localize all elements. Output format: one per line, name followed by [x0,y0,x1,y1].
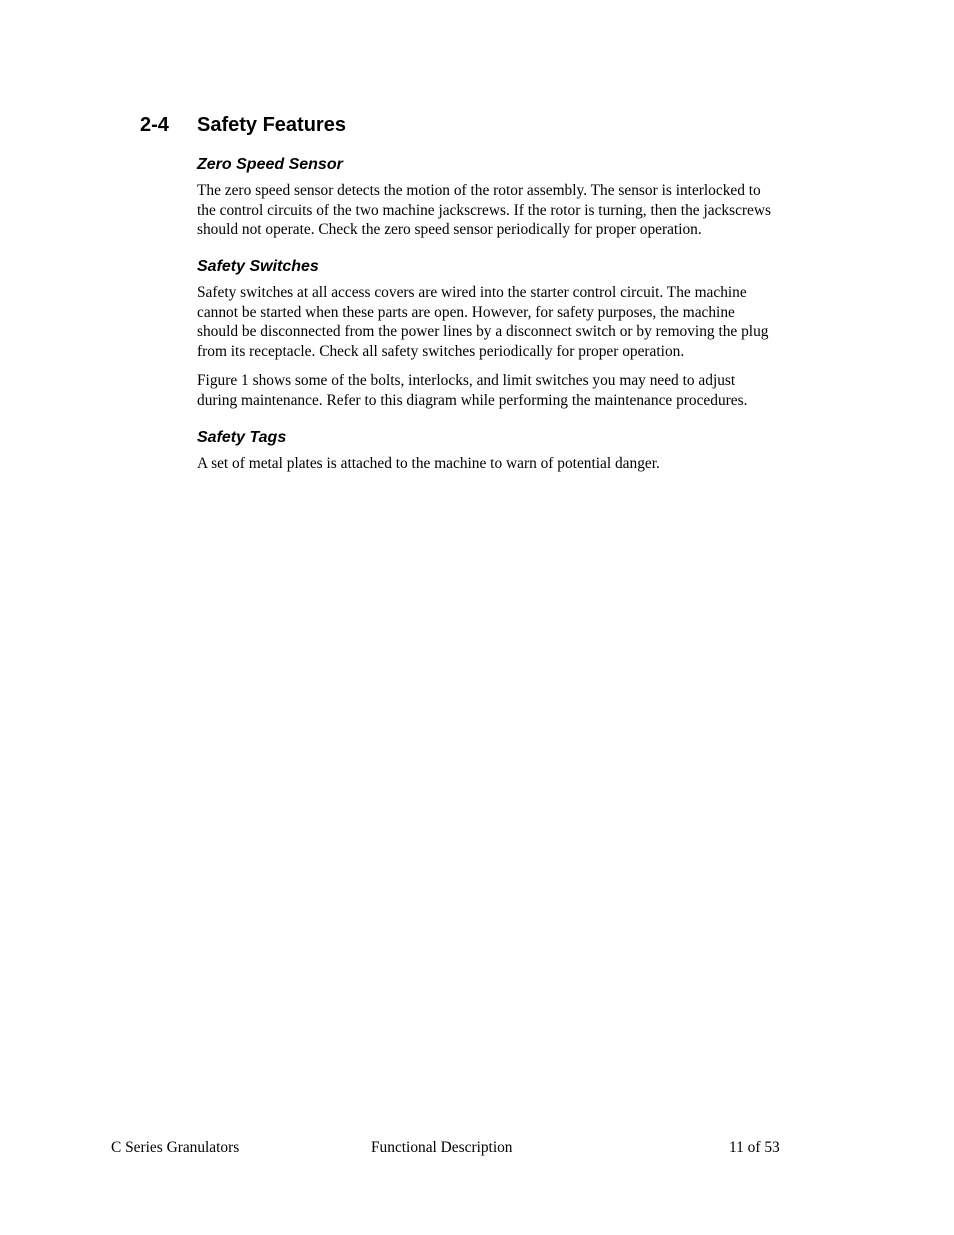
text-line: cannot be started when these parts are open. However, for safety purposes, the machine [197,303,735,321]
subheading-safety-switches: Safety Switches [197,258,319,275]
section-title: Safety Features [197,114,346,136]
text-line: Figure 1 shows some of the bolts, interlocks, and limit switches you may need to adjust [197,372,736,389]
footer-chapter-title: Functional Description [371,1139,513,1156]
text-line: A set of metal plates is attached to the machine to warn of potential danger. [197,455,660,472]
paragraph-zero-speed-sensor [197,181,837,240]
text-line: should not operate. Check the zero speed sensor periodically for proper operation. [197,221,702,239]
section-number: 2-4 [140,114,169,136]
paragraph-safety-tags [197,454,837,474]
subheading-safety-tags: Safety Tags [197,429,287,446]
text-line: The zero speed sensor detects the motion of the rotor assembly. The sensor is interlocked to [197,182,761,199]
subheading-zero-speed-sensor: Zero Speed Sensor [197,156,343,173]
text-line: Safety switches at all access covers are wired into the starter control circuit. The machine [197,284,747,301]
text-line: during maintenance. Refer to this diagram while performing the maintenance procedures. [197,391,748,409]
text-line: should be disconnected from the power lines by a disconnect switch or by removing the plug [197,323,769,341]
footer-document-title: C Series Granulators [111,1139,240,1156]
text-line: from its receptacle. Check all safety switches periodically for proper operation. [197,343,685,361]
paragraph-safety-switches [197,283,837,362]
text-line: the control circuits of the two machine jackscrews. If the rotor is turning, then the jackscrews [197,201,771,219]
section-heading [140,112,346,138]
footer-page-number: 11 of 53 [729,1139,780,1156]
paragraph-figure-reference [197,371,837,410]
